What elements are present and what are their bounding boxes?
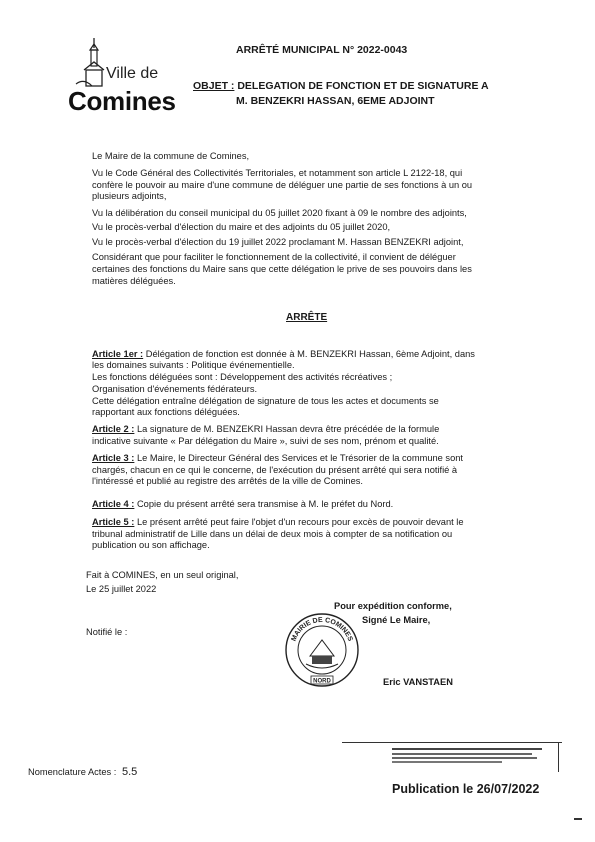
preamble-line: Vu le Code Général des Collectivités Territoriales, et notamment son article L 2122-18, qui: [92, 168, 463, 178]
preamble-line: Vu le procès-verbal d'élection du maire et des adjoints du 05 juillet 2020,: [92, 222, 391, 232]
article-3-line: [92, 453, 463, 464]
fait-a-line: Fait à COMINES, en un seul original,: [86, 570, 239, 580]
preamble-line: confère le pouvoir au maire d'une commune de déléguer une partie de ses fonctions à un ou: [92, 180, 473, 190]
article-1-line: les domaines suivants : Politique événementielle.: [92, 360, 295, 370]
nomenclature-value: 5.5: [121, 766, 138, 778]
nomenclature-line: [28, 767, 137, 778]
preamble-line: certaines des fonctions du Maire sans que cette délégation le prive de ses pouvoirs dans les: [92, 264, 472, 274]
article-4-label: Article 4 :: [92, 499, 135, 509]
arrete-heading: ARRÊTE: [286, 312, 328, 323]
article-5-line: [92, 517, 464, 528]
preamble-line: Considérant que pour faciliter le fonctionnement de la collectivité, il convient de déléguer: [92, 252, 456, 262]
signatory-name: Eric VANSTAEN: [383, 677, 453, 687]
seal-ring-text: MAIRIE DE COMINES: [290, 616, 354, 643]
article-2-text: La signature de M. BENZEKRI Hassan devra être précédée de la formule: [134, 424, 440, 434]
preamble-line: Vu la délibération du conseil municipal du 05 juillet 2020 fixant à 09 le nombre des adjoints,: [92, 208, 467, 218]
article-4-text: Copie du présent arrêté sera transmise à M. le préfet du Nord.: [134, 499, 394, 509]
date-line: Le 25 juillet 2022: [86, 584, 157, 594]
city-logo: [68, 36, 178, 114]
publication-date: Publication le 26/07/2022: [392, 782, 540, 796]
article-5-text: Le présent arrêté peut faire l'objet d'un recours pour excès de pouvoir devant le: [134, 517, 464, 527]
stamp-rule: [558, 742, 559, 772]
stamp-scan-line: [392, 753, 532, 755]
document-title: ARRÊTÉ MUNICIPAL N° 2022-0043: [236, 44, 408, 56]
article-5-line: tribunal administratif de Lille dans un délai de deux mois à compter de sa notification ou: [92, 529, 453, 539]
objet-text-1: DELEGATION DE FONCTION ET DE SIGNATURE A: [237, 80, 489, 92]
seal-bottom-text: NORD: [313, 678, 331, 685]
article-3-text: Le Maire, le Directeur Général des Services et le Trésorier de la commune sont: [134, 453, 464, 463]
logo-line-1: Ville de: [106, 65, 159, 82]
transmission-stamp: [392, 746, 552, 766]
article-1-label: Article 1er :: [92, 349, 144, 359]
article-5-line: publication ou son affichage.: [92, 540, 210, 550]
article-3-line: chargés, chacun en ce qui le concerne, de l'exécution du présent arrêté qui sera notifié à: [92, 465, 458, 475]
article-1-line: Cette délégation entraîne délégation de signature de tous les actes et documents se: [92, 396, 439, 406]
article-1-line: rapportant aux fonctions déléguées.: [92, 407, 240, 417]
stamp-rule: [342, 742, 562, 743]
objet-line-1: [193, 81, 489, 92]
article-2-line: indicative suivante « Par délégation du Maire », suivi de ses nom, prénom et qualité.: [92, 436, 439, 446]
nomenclature-label: Nomenclature Actes :: [28, 767, 117, 777]
article-1-line: [92, 349, 475, 360]
preamble-line: Le Maire de la commune de Comines,: [92, 151, 250, 161]
article-4-line: [92, 499, 393, 510]
article-3-label: Article 3 :: [92, 453, 135, 463]
article-1-line: Organisation d'événements fédérateurs.: [92, 384, 258, 394]
preamble-line: Vu le procès-verbal d'élection du 19 juillet 2022 proclamant M. Hassan BENZEKRI adjoint,: [92, 237, 464, 247]
preamble-line: matières déléguées.: [92, 276, 176, 286]
article-1-line: Les fonctions déléguées sont : Développement des activités récréatives ;: [92, 372, 393, 382]
article-5-label: Article 5 :: [92, 517, 135, 527]
notifie-label: Notifié le :: [86, 627, 128, 637]
page-mark: [574, 818, 582, 820]
article-1-text: Délégation de fonction est donnée à M. BENZEKRI Hassan, 6ème Adjoint, dans: [143, 349, 475, 359]
expedition-line: Pour expédition conforme,: [334, 601, 452, 611]
stamp-scan-line: [392, 757, 537, 759]
signe-line: Signé Le Maire,: [362, 615, 431, 625]
article-2-label: Article 2 :: [92, 424, 135, 434]
stamp-scan-line: [392, 748, 542, 750]
objet-line-2: M. BENZEKRI HASSAN, 6EME ADJOINT: [236, 95, 435, 107]
mairie-seal: [282, 612, 362, 690]
objet-label: OBJET :: [193, 80, 235, 92]
stamp-scan-line: [392, 761, 502, 763]
article-3-line: l'intéressé et publié au registre des arrêtés de la ville de Comines.: [92, 476, 364, 486]
article-2-line: [92, 424, 439, 435]
preamble-line: plusieurs adjoints,: [92, 191, 167, 201]
logo-line-2: Comines: [68, 86, 176, 116]
